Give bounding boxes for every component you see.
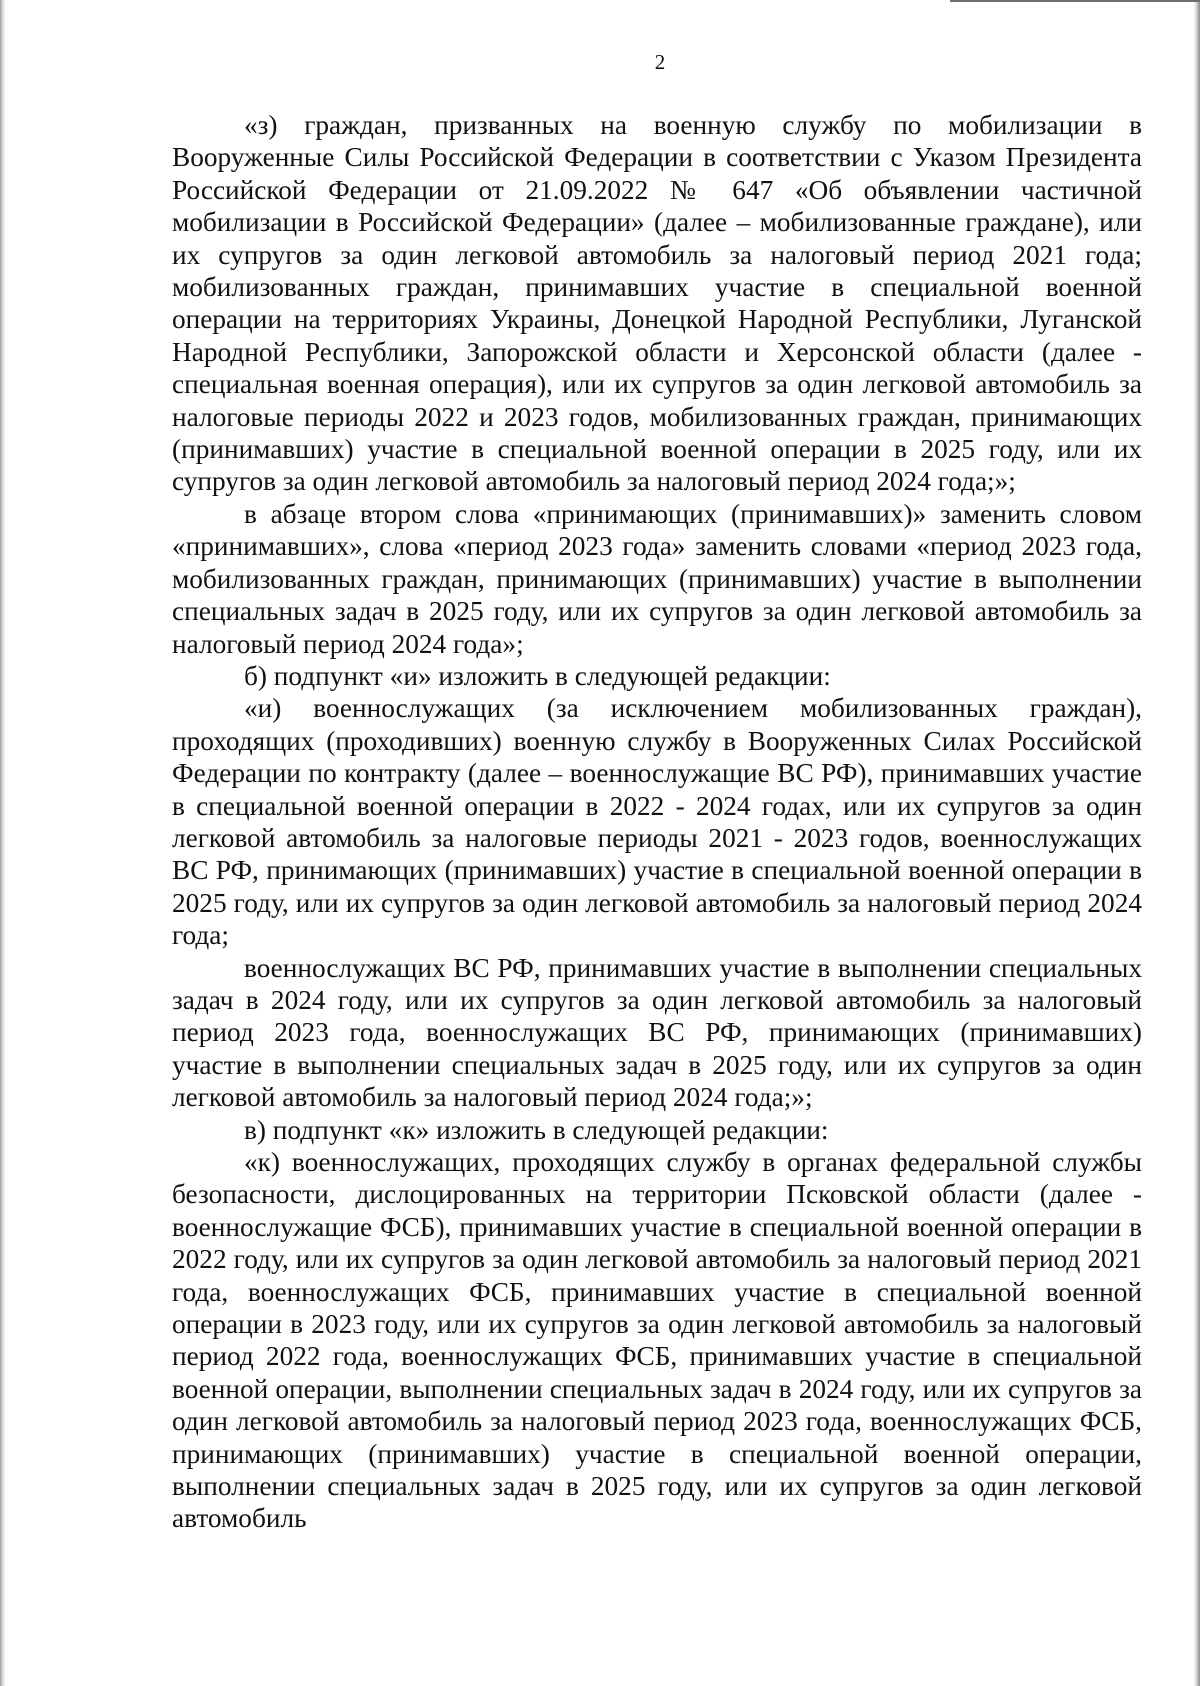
paragraph-k-subpoint: «к) военнослужащих, проходящих службу в органах федеральной службы безопасности, дислоцированных на территории Псковской области (далее - военнослужащие ФСБ), принимавших участие в специальной военной операции в 2022 году, или их супругов за один легковой автомобиль за налоговый период 2021 года, военнослужащих ФСБ, принимавших участие в специальной военной операции в 2023 году, или их супругов за один легковой автомобиль за налоговый период 2022 года, военнослужащих ФСБ, принимавших участие в специальной военной операции, выполнении специальных задач в 2024 году, или их супругов за один легковой автомобиль за налоговый период 2023 года, военнослужащих ФСБ, принимающих (принимавших) участие в специальной военной операции, выполнении специальных задач в 2025 году, или их супругов за один легковой автомобиль	[172, 1147, 1142, 1534]
paragraph-second-abzac-amendment: в абзаце втором слова «принимающих (принимавших)» заменить словом «принимавших», слова «период 2023 года» заменить словами «период 2023 года, мобилизованных граждан, принимающих (принимавших) участие в выполнении специальных задач в 2025 году, или их супругов за один легковой автомобиль за налоговый период 2024 года»;	[172, 498, 1142, 659]
scan-left-edge	[0, 0, 6, 1686]
paragraph-b-intro: б) подпункт «и» изложить в следующей редакции:	[244, 660, 831, 691]
paragraph-v-intro: в) подпункт «к» изложить в следующей редакции:	[244, 1114, 829, 1145]
paragraph-i-subpoint: «и) военнослужащих (за исключением мобилизованных граждан), проходящих (проходивших) военную службу в Вооруженных Силах Российской Федерации по контракту (далее – военнослужащие ВС РФ), принимавших участие в специальной военной операции в 2022 - 2024 годах, или их супругов за один легковой автомобиль за налоговые периоды 2021 - 2023 годов, военнослужащих ВС РФ, принимающих (принимавших) участие в специальной военной операции в 2025 году, или их супругов за один легковой автомобиль за налоговый период 2024 года;	[172, 693, 1142, 951]
paragraph-z-subpoint: «з) граждан, призванных на военную службу по мобилизации в Вооруженные Силы Российской Федерации в соответствии с Указом Президента Российской Федерации от 21.09.2022 № 647 «Об объявлении частичной мобилизации в Российской Федерации» (далее – мобилизованные граждане), или их супругов за один легковой автомобиль за налоговый период 2021 года; мобилизованных граждан, принимавших участие в специальной военной операции на территориях Украины, Донецкой Народной Республики, Луганской Народной Республики, Запорожской области и Херсонской области (далее - специальная военная операция), или их супругов за один легковой автомобиль за налоговые периоды 2022 и 2023 годов, мобилизованных граждан, принимающих (принимавших) участие в специальной военной операции в 2025 году, или их супругов за один легковой автомобиль за налоговый период 2024 года;»;	[172, 110, 1142, 497]
scan-top-line	[950, 0, 1200, 2]
paragraph-i-continuation: военнослужащих ВС РФ, принимавших участие в выполнении специальных задач в 2024 году, или их супругов за один легковой автомобиль за налоговый период 2023 года, военнослужащих ВС РФ, принимающих (принимавших) участие в выполнении специальных задач в 2025 году, или их супругов за один легковой автомобиль за налоговый период 2024 года;»;	[172, 952, 1142, 1113]
page-number: 2	[654, 50, 666, 74]
scan-right-edge	[1193, 0, 1200, 1686]
document-body	[172, 109, 1142, 1535]
